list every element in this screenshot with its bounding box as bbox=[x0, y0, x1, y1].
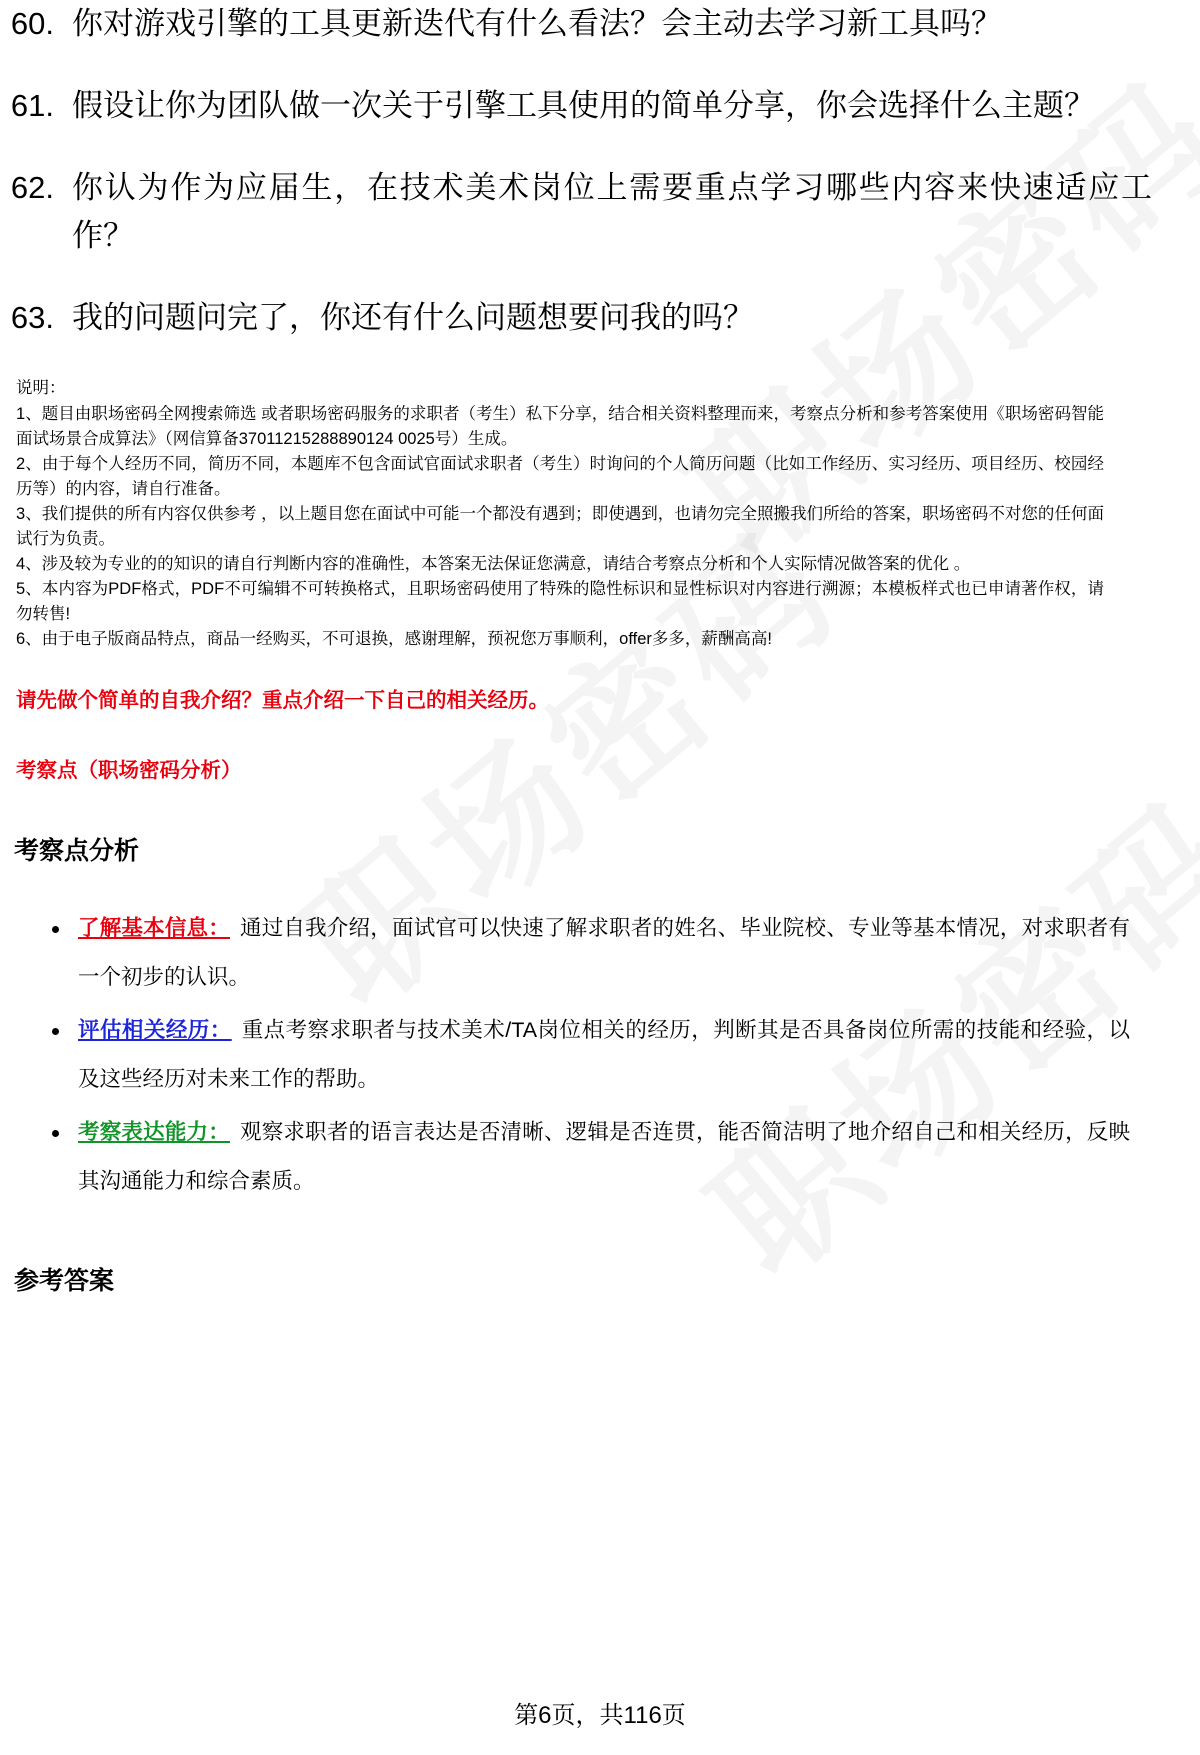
analysis-item bbox=[78, 1108, 1130, 1206]
note-line: 1、题目由职场密码全网搜索筛选 或者职场密码服务的求职者（考生）私下分享，结合相关资料整理而来，考察点分析和参考答案使用《职场密码智能面试场景合成算法》（网信算备37011215288890124 0025号）生成。 bbox=[16, 405, 1104, 448]
question-list bbox=[0, 0, 1200, 342]
note-line: 2、由于每个人经历不同，简历不同，本题库不包含面试官面试求职者（考生）时询问的个人简历问题（比如工作经历、实习经历、项目经历、校园经历等）的内容，请自行准备。 bbox=[16, 455, 1104, 498]
analysis-item-label: 评估相关经历： bbox=[78, 1018, 232, 1042]
analysis-item-label: 了解基本信息： bbox=[78, 916, 230, 940]
question-text: 假设让你为团队做一次关于引擎工具使用的简单分享，你会选择什么主题？ bbox=[72, 88, 1095, 123]
analysis-item bbox=[78, 904, 1130, 1002]
question-number: 63. bbox=[10, 300, 54, 335]
question-number: 60. bbox=[10, 6, 54, 41]
prompt-question: 请先做个简单的自我介绍？重点介绍一下自己的相关经历。 bbox=[16, 689, 549, 712]
question-item bbox=[0, 164, 1200, 260]
analysis-item-text: 观察求职者的语言表达是否清晰、逻辑是否连贯，能否简洁明了地介绍自己和相关经历，反映其沟通能力和综合素质。 bbox=[78, 1120, 1130, 1193]
focus-point-label: 考察点（职场密码分析） bbox=[16, 759, 242, 782]
notes-title: 说明： bbox=[16, 379, 66, 397]
question-text: 我的问题问完了，你还有什么问题想要问我的吗？ bbox=[72, 300, 754, 335]
page-footer: 第6页，共116页 bbox=[514, 1702, 686, 1729]
question-text: 你认为作为应届生，在技术美术岗位上需要重点学习哪些内容来快速适应工作？ bbox=[72, 170, 1152, 253]
analysis-item bbox=[78, 1006, 1130, 1104]
question-text: 你对游戏引擎的工具更新迭代有什么看法？会主动去学习新工具吗？ bbox=[72, 6, 1002, 41]
reference-answer-heading: 参考答案 bbox=[14, 1267, 115, 1295]
note-line: 4、涉及较为专业的的知识的请自行判断内容的准确性，本答案无法保证您满意，请结合考察点分析和个人实际情况做答案的优化 。 bbox=[16, 555, 971, 573]
analysis-heading: 考察点分析 bbox=[14, 837, 140, 865]
analysis-item-text: 重点考察求职者与技术美术/TA岗位相关的经历，判断其是否具备岗位所需的技能和经验，以及这些经历对未来工作的帮助。 bbox=[78, 1018, 1130, 1091]
note-line: 5、本内容为PDF格式，PDF不可编辑不可转换格式，且职场密码使用了特殊的隐性标识和显性标识对内容进行溯源；本模板样式也已申请著作权，请勿转售! bbox=[16, 580, 1104, 623]
analysis-item-text: 通过自我介绍，面试官可以快速了解求职者的姓名、毕业院校、专业等基本情况，对求职者有一个初步的认识。 bbox=[78, 916, 1130, 989]
analysis-item-label: 考察表达能力： bbox=[78, 1120, 230, 1144]
note-line: 6、由于电子版商品特点，商品一经购买，不可退换，感谢理解，预祝您万事顺利，offer多多，薪酬高高! bbox=[16, 630, 772, 648]
question-number: 61. bbox=[10, 88, 54, 123]
question-item bbox=[0, 294, 1200, 342]
question-item bbox=[0, 82, 1200, 130]
question-number: 62. bbox=[10, 170, 54, 205]
notes-block bbox=[16, 376, 1200, 652]
question-item bbox=[0, 0, 1200, 48]
note-line: 3、我们提供的所有内容仅供参考 ，以上题目您在面试中可能一个都没有遇到；即使遇到，也请勿完全照搬我们所给的答案，职场密码不对您的任何面试行为负责。 bbox=[16, 505, 1104, 548]
analysis-list bbox=[0, 904, 1200, 1206]
